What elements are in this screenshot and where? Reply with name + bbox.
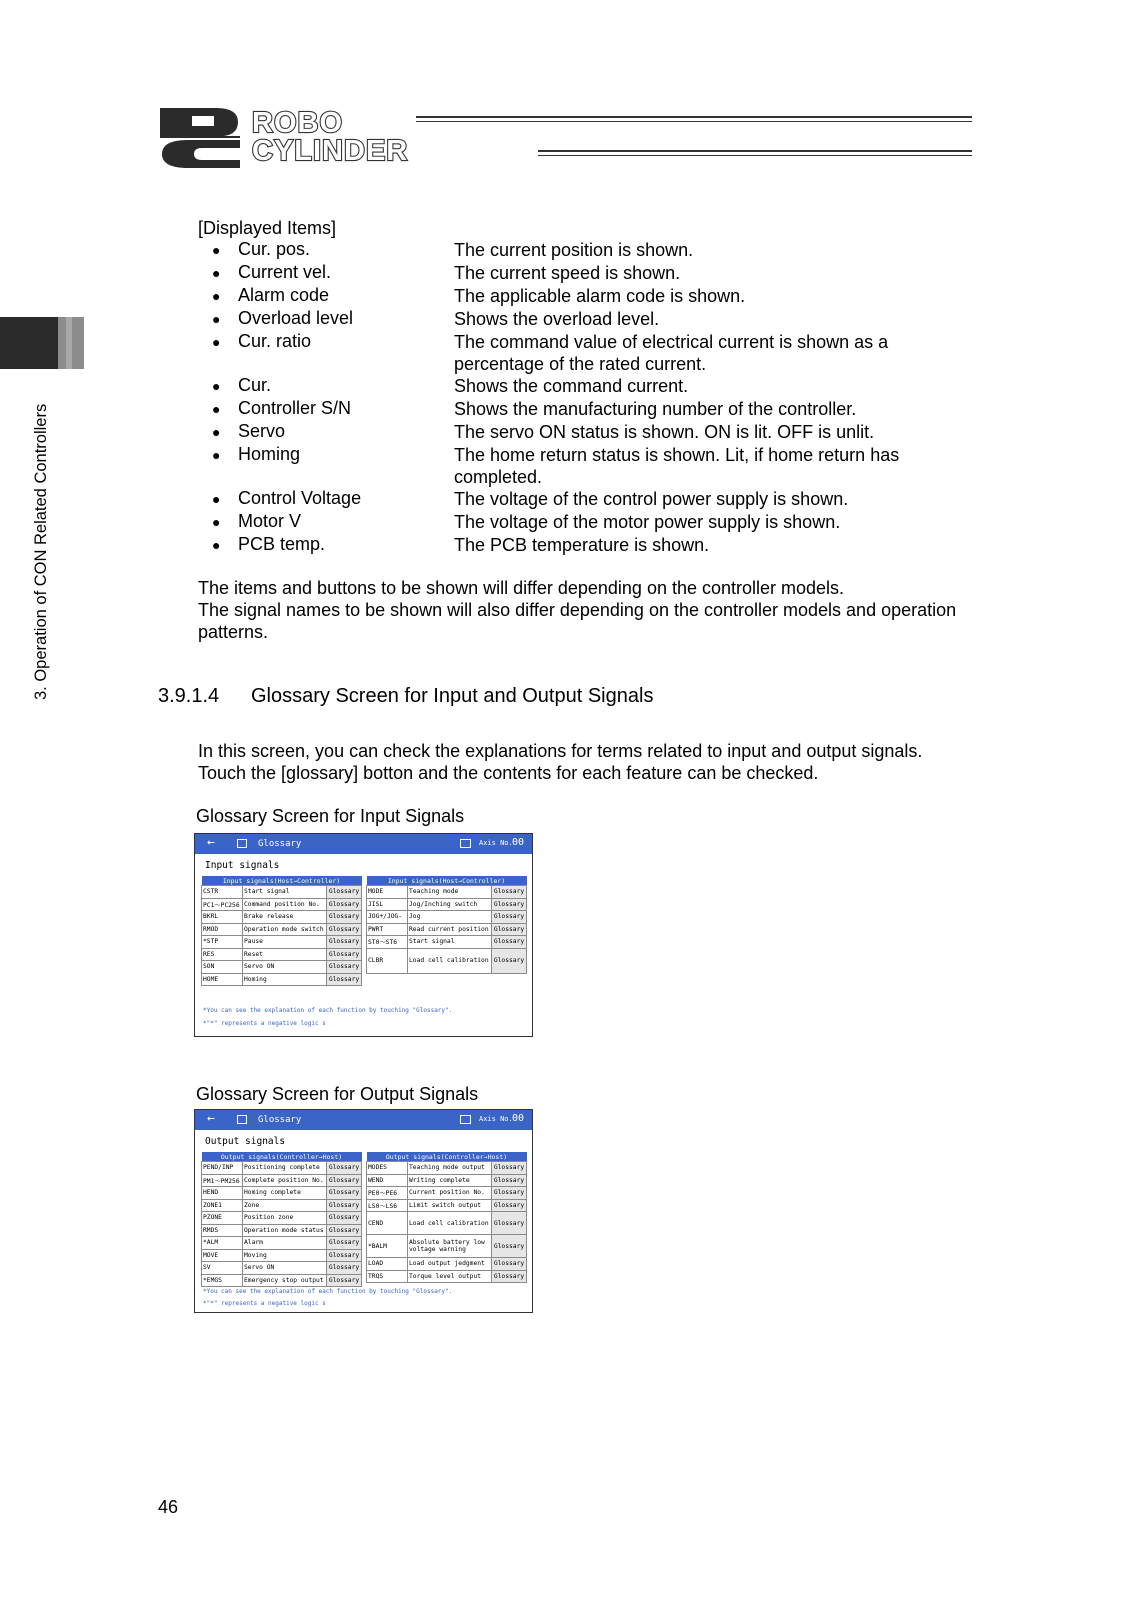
signal-code: LOAD (367, 1258, 408, 1271)
bullet-icon: ● (212, 401, 221, 417)
table-row (202, 948, 362, 961)
signal-code: PM1～PM256 (202, 1174, 243, 1187)
signal-name: Complete position No. (243, 1174, 327, 1187)
signal-code: CSTR (202, 886, 243, 899)
screen-note-glossary: *You can see the explanation of each function by touching "Glossary". (203, 1007, 453, 1014)
table-row (202, 1212, 362, 1225)
screen-note-glossary: *You can see the explanation of each function by touching "Glossary". (203, 1288, 453, 1295)
table-row (202, 923, 362, 936)
signal-name: Torque level output (408, 1270, 492, 1283)
signal-code: JISL (367, 898, 408, 911)
glossary-button[interactable]: Glossary (327, 1162, 362, 1175)
signal-name: Jog/Inching switch (408, 898, 492, 911)
signal-code: *BALM (367, 1235, 408, 1258)
screen-header (195, 1110, 532, 1130)
signal-name: Brake release (243, 911, 327, 924)
section-intro-2: Touch the [glossary] botton and the contents for each feature can be checked. (198, 763, 819, 783)
table-row (202, 1274, 362, 1287)
output-screen-caption: Glossary Screen for Output Signals (196, 1084, 479, 1104)
axis-number: 00 (512, 1113, 525, 1124)
signal-code: TRQS (367, 1270, 408, 1283)
signal-code: JOG+/JOG- (367, 911, 408, 924)
logo-rule-top (416, 116, 972, 122)
signal-name: Teaching mode output (408, 1162, 492, 1175)
signal-code: MODE (367, 886, 408, 899)
axis-label: Axis No. (479, 839, 513, 847)
screen-title: Glossary (258, 839, 302, 849)
signal-code: RES (202, 948, 243, 961)
table-row (367, 1235, 527, 1258)
item-term: Servo (238, 421, 286, 441)
signal-name: Current position No. (408, 1187, 492, 1200)
glossary-button[interactable]: Glossary (327, 1274, 362, 1287)
signal-name: Jog (408, 911, 492, 924)
section-title: Glossary Screen for Input and Output Signals (251, 685, 654, 707)
item-term: Cur. ratio (238, 331, 312, 351)
item-desc: Shows the manufacturing number of the controller. (454, 399, 857, 419)
signal-names-note-cont: patterns. (198, 622, 269, 642)
glossary-button[interactable]: Glossary (492, 1212, 527, 1235)
page-number: 46 (158, 1497, 179, 1517)
signal-name: Command position No. (243, 898, 327, 911)
signal-name: Writing complete (408, 1174, 492, 1187)
table-row (367, 1258, 527, 1271)
signal-name: Reset (243, 948, 327, 961)
home-icon[interactable] (237, 839, 247, 848)
signal-code: LS0～LS6 (367, 1199, 408, 1212)
glossary-button[interactable]: Glossary (492, 886, 527, 899)
signal-code: SON (202, 961, 243, 974)
glossary-button[interactable]: Glossary (327, 1212, 362, 1225)
signal-names-note: The signal names to be shown will also differ depending on the controller models and operation (198, 600, 957, 620)
glossary-button[interactable]: Glossary (327, 911, 362, 924)
signal-name: Homing (243, 973, 327, 986)
output-glossary-screen (194, 1109, 533, 1313)
signal-code: RMOD (202, 923, 243, 936)
glossary-button[interactable]: Glossary (327, 1199, 362, 1212)
signal-name: Start signal (408, 936, 492, 949)
table-row (367, 1212, 527, 1235)
glossary-button[interactable]: Glossary (327, 961, 362, 974)
signal-name: Position zone (243, 1212, 327, 1225)
signal-code: PE0～PE6 (367, 1187, 408, 1200)
signal-code: *ALM (202, 1237, 243, 1250)
table-row (367, 886, 527, 899)
table-header: Output signals(Controller→Host) (202, 1152, 362, 1162)
item-desc: The current speed is shown. (454, 263, 681, 283)
item-desc: The servo ON status is shown. ON is lit. OFF is unlit. (454, 422, 875, 442)
table-row (202, 911, 362, 924)
item-term: Cur. (238, 375, 272, 395)
signal-name: Homing complete (243, 1187, 327, 1200)
side-chapter-label: 3. Operation of CON Related Controllers (32, 403, 50, 700)
glossary-button[interactable]: Glossary (492, 1258, 527, 1271)
glossary-button[interactable]: Glossary (327, 936, 362, 949)
signal-code: WEND (367, 1174, 408, 1187)
output-signals-left-table (201, 1152, 362, 1287)
bullet-icon: ● (212, 491, 221, 507)
signal-name: Load cell calibration (408, 948, 492, 973)
table-row (202, 973, 362, 986)
glossary-button[interactable]: Glossary (327, 1237, 362, 1250)
signal-name: Pause (243, 936, 327, 949)
bullet-icon: ● (212, 537, 221, 553)
screen-subtitle: Output signals (205, 1136, 286, 1147)
signal-name: Teaching mode (408, 886, 492, 899)
signal-code: PEND/INP (202, 1162, 243, 1175)
glossary-button[interactable]: Glossary (492, 1235, 527, 1258)
item-term: Alarm code (238, 285, 330, 305)
section-heading (158, 685, 653, 708)
signal-name: Load cell calibration (408, 1212, 492, 1235)
table-row (202, 1224, 362, 1237)
glossary-button[interactable]: Glossary (492, 936, 527, 949)
item-desc: The command value of electrical current is shown as a percentage of the rated current. (454, 332, 889, 374)
input-glossary-screen (194, 833, 533, 1037)
item-term: Current vel. (238, 262, 332, 282)
home-icon[interactable] (237, 1115, 247, 1124)
table-header: Input signals(Host→Controller) (367, 876, 527, 886)
input-signals-right-table (366, 876, 527, 974)
signal-name: Moving (243, 1249, 327, 1262)
back-arrow-icon[interactable]: ← (207, 835, 215, 850)
table-row (367, 1270, 527, 1283)
table-row (202, 1199, 362, 1212)
glossary-button[interactable]: Glossary (327, 898, 362, 911)
table-row (202, 1249, 362, 1262)
signal-code: MOVE (202, 1249, 243, 1262)
bullet-icon: ● (212, 265, 221, 281)
signal-code: ST0～ST6 (367, 936, 408, 949)
item-term: Cur. pos. (238, 239, 311, 259)
table-row (367, 911, 527, 924)
signal-code: PC1～PC256 (202, 898, 243, 911)
back-arrow-icon[interactable]: ← (207, 1111, 215, 1126)
glossary-button[interactable]: Glossary (327, 973, 362, 986)
item-desc: The home return status is shown. Lit, if home return has completed. (454, 445, 900, 487)
table-row (367, 1174, 527, 1187)
glossary-button[interactable]: Glossary (327, 1174, 362, 1187)
table-row (367, 948, 527, 973)
signal-code: BKRL (202, 911, 243, 924)
glossary-button[interactable]: Glossary (492, 948, 527, 973)
signal-name: Absolute battery low voltage warning (408, 1235, 492, 1258)
bullet-icon: ● (212, 378, 221, 394)
signal-name: Emergency stop output (243, 1274, 327, 1287)
table-row (202, 1162, 362, 1175)
item-desc: The voltage of the motor power supply is shown. (454, 512, 841, 532)
bullet-icon: ● (212, 242, 221, 258)
input-signals-left-table (201, 876, 362, 986)
logo-rule-bottom (538, 150, 972, 156)
side-tab-marker-stripe (66, 317, 72, 369)
signal-name: Alarm (243, 1237, 327, 1250)
section-intro-1: In this screen, you can check the explanations for terms related to input and output signals. (198, 741, 923, 761)
item-term: Homing (238, 444, 301, 464)
screen-title: Glossary (258, 1115, 302, 1125)
logo-word-cylinder: CYLINDER (252, 135, 409, 167)
table-row (202, 886, 362, 899)
table-row (367, 923, 527, 936)
item-desc: The applicable alarm code is shown. (454, 286, 746, 306)
bullet-icon: ● (212, 311, 221, 327)
output-signals-right-table (366, 1152, 527, 1283)
signal-code: HOME (202, 973, 243, 986)
signal-name: Read current position (408, 923, 492, 936)
screen-header (195, 834, 532, 854)
item-desc: Shows the overload level. (454, 309, 660, 329)
glossary-button[interactable]: Glossary (492, 911, 527, 924)
bullet-icon: ● (212, 334, 221, 350)
signal-name: Load output jedgment (408, 1258, 492, 1271)
item-desc: Shows the command current. (454, 376, 689, 396)
axis-number: 00 (512, 837, 525, 848)
glossary-button[interactable]: Glossary (492, 1174, 527, 1187)
item-term: Control Voltage (238, 488, 362, 508)
screen-subtitle: Input signals (205, 860, 280, 871)
signal-code: HEND (202, 1187, 243, 1200)
robo-cylinder-logo (158, 106, 978, 168)
screen-note-negative-logic: *"*" represents a negative logic s (203, 1020, 326, 1027)
bullet-icon: ● (212, 447, 221, 463)
glossary-button[interactable]: Glossary (327, 886, 362, 899)
signal-code: *EMGS (202, 1274, 243, 1287)
glossary-button[interactable]: Glossary (327, 1249, 362, 1262)
signal-code: RMDS (202, 1224, 243, 1237)
signal-name: Servo ON (243, 1262, 327, 1275)
glossary-button[interactable]: Glossary (327, 948, 362, 961)
signal-name: Limit switch output (408, 1199, 492, 1212)
signal-name: Zone (243, 1199, 327, 1212)
glossary-button[interactable]: Glossary (492, 1187, 527, 1200)
screen-note-negative-logic: *"*" represents a negative logic s (203, 1300, 326, 1307)
signal-code: CEND (367, 1212, 408, 1235)
axis-icon[interactable] (460, 839, 471, 848)
signal-name: Operation mode status (243, 1224, 327, 1237)
side-tab-marker (0, 317, 58, 369)
signal-name: Start signal (243, 886, 327, 899)
signal-code: SV (202, 1262, 243, 1275)
models-note: The items and buttons to be shown will differ depending on the controller models. (198, 578, 845, 598)
table-row (202, 1262, 362, 1275)
signal-name: Positioning complete (243, 1162, 327, 1175)
item-desc: The current position is shown. (454, 240, 694, 260)
glossary-button[interactable]: Glossary (327, 1187, 362, 1200)
item-term: Overload level (238, 308, 354, 328)
signal-name: Operation mode switch (243, 923, 327, 936)
signal-code: CLBR (367, 948, 408, 973)
rc-logo-mark-icon (158, 106, 246, 168)
signal-code: PZONE (202, 1212, 243, 1225)
glossary-button[interactable]: Glossary (327, 1262, 362, 1275)
table-row (367, 936, 527, 949)
input-screen-caption: Glossary Screen for Input Signals (196, 806, 465, 826)
table-row (202, 936, 362, 949)
table-header: Input signals(Host→Controller) (202, 876, 362, 886)
signal-code: *STP (202, 936, 243, 949)
glossary-button[interactable]: Glossary (327, 1224, 362, 1237)
table-row (367, 898, 527, 911)
glossary-button[interactable]: Glossary (492, 898, 527, 911)
signal-code: PWRT (367, 923, 408, 936)
item-term: Controller S/N (238, 398, 352, 418)
table-row (202, 1174, 362, 1187)
item-term: PCB temp. (238, 534, 326, 554)
signal-name: Servo ON (243, 961, 327, 974)
bullet-icon: ● (212, 288, 221, 304)
axis-label: Axis No. (479, 1115, 513, 1123)
item-term: Motor V (238, 511, 302, 531)
table-row (202, 898, 362, 911)
glossary-button[interactable]: Glossary (327, 923, 362, 936)
item-desc: The voltage of the control power supply is shown. (454, 489, 849, 509)
table-row (367, 1187, 527, 1200)
table-row (202, 1237, 362, 1250)
table-row (202, 1187, 362, 1200)
signal-code: MODES (367, 1162, 408, 1175)
section-number: 3.9.1.4 (158, 685, 220, 707)
bullet-icon: ● (212, 514, 221, 530)
glossary-button[interactable]: Glossary (492, 923, 527, 936)
logo-word-robo: ROBO (252, 107, 343, 139)
bullet-icon: ● (212, 424, 221, 440)
glossary-button[interactable]: Glossary (492, 1270, 527, 1283)
glossary-button[interactable]: Glossary (492, 1199, 527, 1212)
table-header: Output signals(Controller→Host) (367, 1152, 527, 1162)
axis-icon[interactable] (460, 1115, 471, 1124)
displayed-items-heading: [Displayed Items] (198, 218, 337, 238)
table-row (202, 961, 362, 974)
table-row (367, 1199, 527, 1212)
signal-code: ZONE1 (202, 1199, 243, 1212)
glossary-button[interactable]: Glossary (492, 1162, 527, 1175)
item-desc: The PCB temperature is shown. (454, 535, 710, 555)
table-row (367, 1162, 527, 1175)
